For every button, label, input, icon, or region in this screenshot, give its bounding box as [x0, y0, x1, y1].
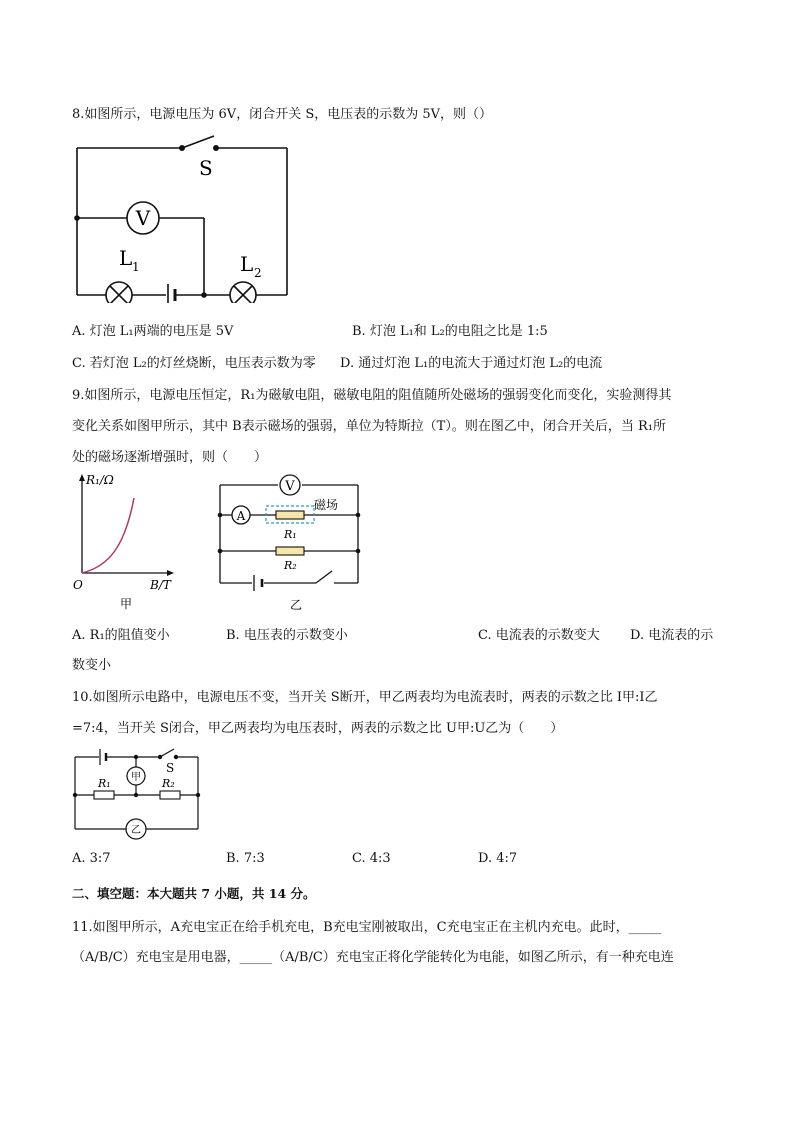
q9-option-b[interactable]: B. 电压表的示数变小: [226, 628, 348, 643]
svg-text:2: 2: [254, 266, 262, 280]
q10-option-d[interactable]: D. 4:7: [478, 851, 518, 866]
q11-line2: （A/B/C）充电宝是用电器，_____（A/B/C）充电宝正将化学能转化为电能，如图乙所示，有一种充电连: [72, 950, 674, 965]
q8-option-d[interactable]: D. 通过灯泡 L₁的电流大于通过灯泡 L₂的电流: [340, 356, 603, 371]
q10-option-a[interactable]: A. 3:7: [72, 851, 111, 866]
q10-option-b[interactable]: B. 7:3: [226, 851, 265, 866]
r2-label: R₂: [162, 777, 175, 790]
q9-stem-line2: 变化关系如图甲所示，其中 B表示磁场的强弱，单位为特斯拉（T）。则在图乙中，闭合开关后，当 R₁所: [72, 419, 666, 434]
r1-resistor-icon: [94, 791, 114, 799]
q9-option-a[interactable]: A. R₁的阻值变小: [72, 628, 170, 643]
svg-text:甲: 甲: [131, 772, 141, 783]
resistance-curve: [82, 498, 134, 573]
q9-graph-jia: [70, 470, 180, 615]
q8-circuit-diagram: [70, 128, 295, 303]
circuit-caption: 乙: [290, 598, 303, 612]
q9-stem-line1: 9.如图所示，电源电压恒定，R₁为磁敏电阻，磁敏电阻的阻值随所处磁场的强弱变化而变化，实验测得其: [72, 388, 672, 403]
r1-resistor-icon: [276, 511, 304, 519]
switch-label: S: [199, 156, 213, 180]
graph-origin: O: [73, 578, 83, 592]
svg-text:乙: 乙: [131, 825, 141, 836]
svg-text:A: A: [236, 509, 246, 523]
switch-label: S: [166, 761, 175, 775]
q8-option-c[interactable]: C. 若灯泡 L₂的灯丝烧断，电压表示数为零: [72, 356, 316, 371]
lamp-l1-icon: [106, 282, 132, 303]
q9-option-c[interactable]: C. 电流表的示数变大: [478, 628, 600, 643]
r1-label: R₁: [284, 528, 297, 541]
svg-text:V: V: [285, 479, 295, 494]
q10-stem-line1: 10.如图所示电路中，电源电压不变，当开关 S断开，甲乙两表均为电流表时，两表的示数之比 I甲:I乙: [72, 690, 658, 705]
svg-text:1: 1: [132, 260, 140, 274]
svg-text:V: V: [135, 206, 151, 230]
q10-circuit-diagram: [70, 743, 205, 843]
battery-icon: [168, 284, 175, 303]
graph-xlabel: B/T: [150, 578, 171, 592]
graph-ylabel: R₁/Ω: [86, 473, 114, 487]
r2-resistor-icon: [276, 547, 304, 555]
q8-option-b[interactable]: B. 灯泡 L₁和 L₂的电阻之比是 1:5: [352, 324, 548, 339]
lamp-l2-icon: [230, 282, 256, 303]
q11-line1: 11.如图甲所示，A充电宝正在给手机充电，B充电宝刚被取出，C充电宝正在主机内充电。此时，_____: [72, 920, 662, 935]
r1-label: R₁: [98, 777, 111, 790]
q10-stem-line2: =7:4，当开关 S闭合，甲乙两表均为电压表时，两表的示数之比 U甲:U乙为（ ）: [72, 721, 564, 736]
q9-circuit-yi: [212, 470, 367, 615]
lamp2-label: L: [240, 252, 254, 276]
voltmeter-icon: [127, 202, 159, 234]
q9-option-d-wrap: 数变小: [72, 658, 112, 673]
r2-label: R₂: [284, 559, 297, 572]
lamp1-label: L: [119, 246, 133, 270]
section-heading: 二、填空题：本大题共 7 小题，共 14 分。: [72, 886, 316, 901]
field-label: 磁场: [314, 498, 339, 512]
q9-option-d[interactable]: D. 电流表的示: [630, 628, 714, 643]
q8-option-a[interactable]: A. 灯泡 L₁两端的电压是 5V: [72, 324, 234, 339]
graph-caption: 甲: [120, 597, 133, 611]
q10-option-c[interactable]: C. 4:3: [352, 851, 391, 866]
r2-resistor-icon: [160, 791, 180, 799]
q9-stem-line3: 处的磁场逐渐增强时，则（ ）: [72, 450, 268, 465]
q8-stem: 8.如图所示，电源电压为 6V，闭合开关 S，电压表的示数为 5V，则（）: [72, 107, 493, 122]
